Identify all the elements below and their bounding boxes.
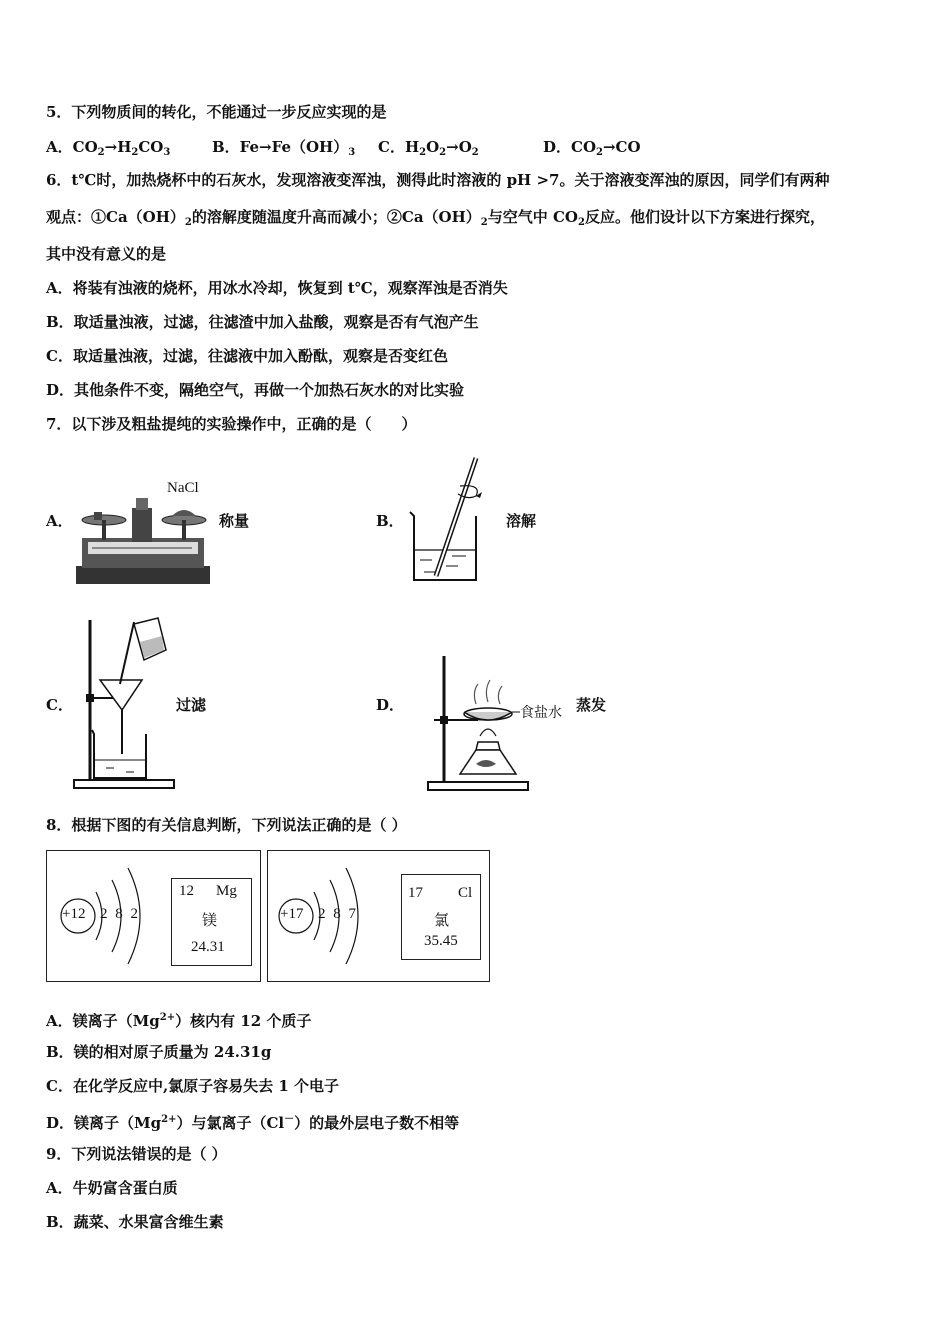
- mg-nucleus-charge: +12: [62, 906, 86, 922]
- q7-option-d-letter[interactable]: D．: [376, 696, 405, 714]
- q6-stem-line1: 6．t℃时，加热烧杯中的石灰水，发现溶液变浑浊，测得此时溶液的 pH >7。关于溶液变浑浊的原因，同学们有两种: [46, 171, 830, 189]
- q5-option-b[interactable]: B．$Fe\to Fe(OH)_3$: [212, 138, 356, 158]
- filtration-figure: [70, 614, 180, 794]
- cl-nucleus-charge: +17: [280, 906, 304, 922]
- q8-option-a[interactable]: A．镁离子$(Mg^{2+})$核内有 12 个质子: [46, 1012, 312, 1030]
- q7-option-b-label: 溶解: [506, 512, 537, 530]
- mg-element-card: [171, 878, 252, 966]
- q5-option-d[interactable]: D．$CO_2\to CO$: [543, 138, 641, 158]
- q6-option-a[interactable]: A．将装有浊液的烧杯，用冰水冷却，恢复到 t℃，观察浑浊是否消失: [46, 279, 508, 297]
- q8-option-b[interactable]: B．镁的相对原子质量为 24.31g: [46, 1043, 272, 1061]
- mg-atomic-mass: 24.31: [191, 939, 225, 955]
- cl-atomic-number: 17: [408, 885, 423, 901]
- beaker-stirring-figure: [400, 456, 500, 586]
- mg-shell-electrons: 2 8 2: [100, 906, 138, 922]
- cl-symbol: Cl: [458, 885, 473, 901]
- mg-atomic-number: 12: [179, 883, 194, 899]
- q6-option-b[interactable]: B．取适量浊液，过滤，往滤渣中加入盐酸，观察是否有气泡产生: [46, 313, 479, 331]
- q8-option-d[interactable]: D．镁离子$(Mg^{2+})$与氯离子（Cl－）的最外层电子数不相等: [46, 1114, 460, 1132]
- cl-name: 氯: [434, 913, 450, 929]
- q8-stem: 8．根据下图的有关信息判断，下列说法正确的是（ ）: [46, 816, 407, 834]
- q5-option-a[interactable]: A．$CO_2\to H_2CO_3$: [46, 138, 171, 158]
- q7-option-b-letter[interactable]: B．: [376, 512, 404, 530]
- cl-atomic-mass: 35.45: [424, 933, 458, 949]
- q9-option-a[interactable]: A．牛奶富含蛋白质: [46, 1179, 178, 1197]
- nacl-label: NaCl: [167, 480, 199, 496]
- q7-option-a-letter[interactable]: A．: [46, 512, 73, 530]
- evaporation-figure: [420, 652, 530, 792]
- salt-water-label: 食盐水: [520, 705, 562, 721]
- q6-stem-line3: 其中没有意义的是: [46, 245, 167, 263]
- q7-option-c-letter[interactable]: C．: [46, 696, 73, 714]
- q9-option-b[interactable]: B．蔬菜、水果富含维生素: [46, 1213, 224, 1231]
- q8-option-c[interactable]: C．在化学反应中,氯原子容易失去 1 个电子: [46, 1077, 340, 1095]
- q9-stem: 9．下列说法错误的是（ ）: [46, 1145, 227, 1163]
- mg-name: 镁: [202, 913, 218, 929]
- cl-element-card: [401, 874, 481, 960]
- q5-option-c[interactable]: C．$H_2O_2\to O_2$: [378, 138, 479, 158]
- q5-stem: 5．下列物质间的转化，不能通过一步反应实现的是: [46, 103, 387, 121]
- q7-option-d-label: 蒸发: [576, 696, 607, 714]
- q7-option-a-label: 称量: [219, 512, 250, 530]
- q6-option-c[interactable]: C．取适量浊液，过滤，往滤液中加入酚酞，观察是否变红色: [46, 347, 448, 365]
- mg-symbol: Mg: [216, 883, 237, 899]
- q7-stem: 7．以下涉及粗盐提纯的实验操作中，正确的是（ ）: [46, 415, 417, 433]
- cl-shell-electrons: 2 8 7: [318, 906, 356, 922]
- q6-stem-line2: 观点：$①Ca(OH)_2$的溶解度随温度升高而减小；$②Ca(OH)_2$与空气中 $CO_2$反应。他们设计以下方案进行探究，: [46, 208, 825, 228]
- q7-option-c-label: 过滤: [176, 696, 207, 714]
- q6-option-d[interactable]: D．其他条件不变，隔绝空气，再做一个加热石灰水的对比实验: [46, 381, 465, 399]
